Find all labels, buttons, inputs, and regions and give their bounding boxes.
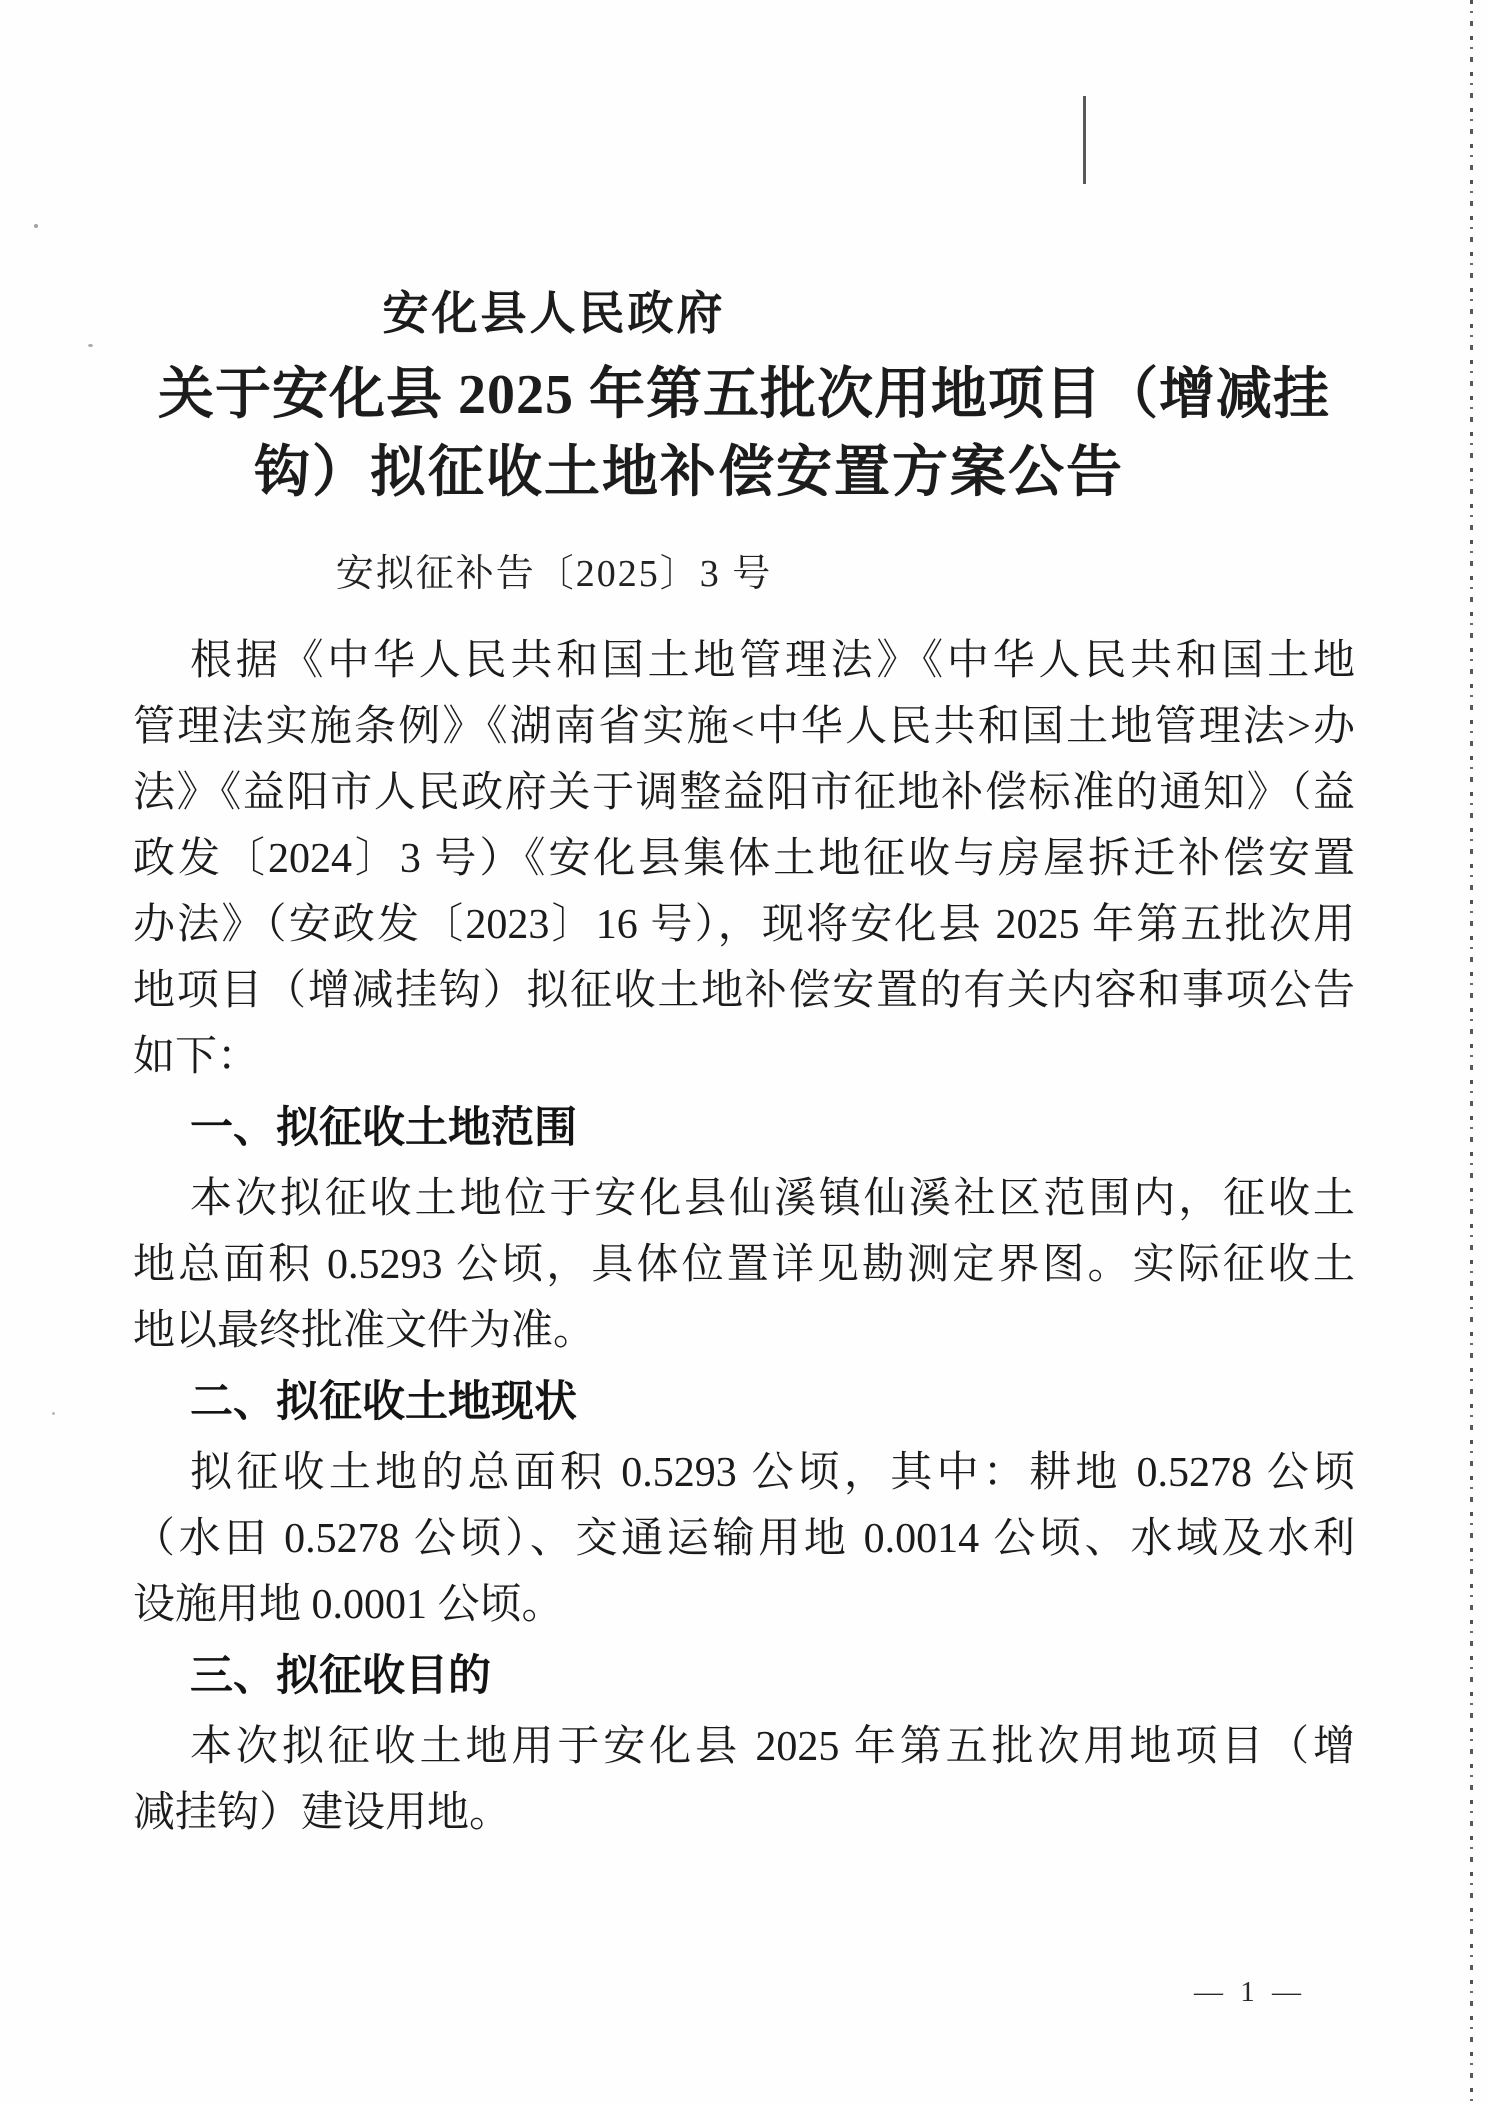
title-line-subject-1: 关于安化县 2025 年第五批次用地项目（增减挂: [158, 364, 1330, 426]
scan-edge-artifact: [1470, 0, 1473, 2104]
body-line: 本次拟征收土地用于安化县 2025 年第五批次用地项目（增: [190, 1724, 1355, 1770]
document-body: [133, 628, 1355, 1846]
scan-speck-artifact: [34, 224, 38, 228]
section-heading: 一、拟征收土地范围: [190, 1105, 577, 1152]
body-line: 本次拟征收土地位于安化县仙溪镇仙溪社区范围内，征收土: [190, 1176, 1355, 1222]
section-heading: 三、拟征收目的: [190, 1653, 491, 1700]
body-line: 管理法实施条例》《湖南省实施<中华人民共和国土地管理法>办: [133, 704, 1355, 750]
body-line: 政发〔2024〕3 号）《安化县集体土地征收与房屋拆迁补偿安置: [133, 836, 1355, 882]
body-line: 如下：: [133, 1034, 260, 1080]
scan-speck-artifact: [52, 1412, 55, 1415]
title-line-authority: 安化县人民政府: [382, 288, 726, 339]
body-line: 地总面积 0.5293 公顷，具体位置详见勘测定界图。实际征收土: [133, 1242, 1355, 1288]
body-line: （水田 0.5278 公顷）、交通运输用地 0.0014 公顷、水域及水利: [133, 1516, 1355, 1562]
body-line: 法》《益阳市人民政府关于调整益阳市征地补偿标准的通知》（益: [133, 770, 1355, 816]
document-number: 安拟征补告〔2025〕3 号: [335, 553, 773, 595]
body-line: 减挂钩）建设用地。: [133, 1790, 512, 1836]
body-line: 设施用地 0.0001 公顷。: [133, 1582, 564, 1628]
body-line: 地以最终批准文件为准。: [133, 1308, 596, 1354]
page-number: — 1 —: [1194, 1976, 1306, 2008]
document-page: [133, 0, 1355, 1846]
body-line: 办法》（安政发〔2023〕16 号），现将安化县 2025 年第五批次用: [133, 902, 1355, 948]
title-line-subject-2: 钩）拟征收土地补偿安置方案公告: [254, 442, 1124, 504]
body-line: 根据《中华人民共和国土地管理法》《中华人民共和国土地: [190, 638, 1355, 684]
scan-speck-artifact: [88, 344, 93, 347]
body-line: 拟征收土地的总面积 0.5293 公顷，其中：耕地 0.5278 公顷: [190, 1450, 1355, 1496]
section-heading: 二、拟征收土地现状: [190, 1379, 577, 1426]
scan-mark-artifact: [1083, 96, 1086, 184]
body-line: 地项目（增减挂钩）拟征收土地补偿安置的有关内容和事项公告: [133, 968, 1355, 1014]
